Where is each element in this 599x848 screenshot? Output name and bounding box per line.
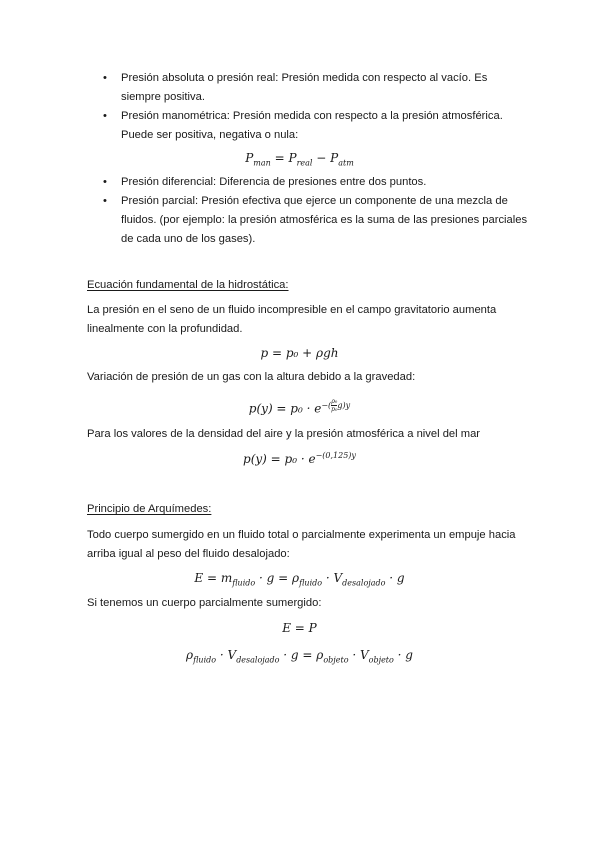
eq-part: · g = ρ	[255, 571, 300, 585]
equation-barometric	[0, 398, 599, 419]
eq-part: · g = ρ	[279, 648, 324, 662]
equation-gauge-pressure	[0, 149, 599, 168]
eq-part: · V	[322, 571, 343, 585]
list-item-absolute-pressure	[100, 69, 530, 107]
equation-hydrostatic-fundamental: p = p₀ + ρgh	[260, 346, 339, 360]
paragraph-hydrostatics-intro: La presión en el seno de un fluido incompresible en el campo gravitatorio aumenta linealmente con la profundidad.	[87, 304, 497, 335]
eq-subscript: desalojado	[236, 655, 280, 665]
eq-fraction-denominator: p₀	[331, 406, 338, 413]
eq-subscript: real	[296, 158, 313, 168]
eq-subscript: fluido	[193, 655, 217, 665]
list-item-differential-pressure	[100, 173, 530, 192]
eq-operator: −	[312, 151, 331, 165]
equation-floating-balance	[0, 646, 599, 665]
eq-subscript: man	[253, 158, 271, 168]
eq-subscript: objeto	[368, 655, 394, 665]
eq-part: · g	[393, 648, 413, 662]
eq-exp-suffix: g)y	[337, 400, 351, 410]
section-heading-archimedes: Principio de Arquímedes:	[87, 503, 212, 515]
eq-subscript: atm	[338, 158, 354, 168]
eq-fraction-numerator: ρ₀	[331, 398, 338, 405]
eq-exponent	[321, 398, 351, 413]
eq-subscript: desalojado	[342, 578, 386, 588]
pressure-types-list	[100, 69, 530, 145]
section-heading-hydrostatics: Ecuación fundamental de la hidrostática:	[87, 279, 289, 291]
paragraph-archimedes-principle: Todo cuerpo sumergido en un fluido total o parcialmente experimenta un empuje hacia arriba igual al peso del fluido desalojado:	[87, 529, 516, 560]
eq-part: E = m	[194, 571, 233, 585]
eq-symbol: P	[288, 151, 297, 165]
eq-part: · g	[385, 571, 405, 585]
eq-subscript: fluido	[232, 578, 256, 588]
equation-buoyancy	[0, 569, 599, 588]
equation-equilibrium: E = P	[282, 621, 317, 635]
eq-operator: =	[270, 151, 289, 165]
eq-symbol: P	[330, 151, 339, 165]
eq-exponent: −(0,125)y	[315, 451, 356, 460]
eq-part: · V	[348, 648, 369, 662]
eq-subscript: fluido	[299, 578, 323, 588]
equation-barometric-sea-level	[0, 450, 599, 469]
paragraph-sea-level-values: Para los valores de la densidad del aire y la presión atmosférica a nivel del mar	[87, 428, 481, 440]
eq-base: p(y) = p₀ · e	[243, 452, 316, 466]
list-item-partial-pressure	[100, 192, 530, 249]
list-item-gauge-pressure	[100, 107, 530, 145]
eq-subscript: objeto	[323, 655, 349, 665]
eq-part: ρ	[186, 648, 194, 662]
eq-symbol: P	[245, 151, 254, 165]
list-item-text: Presión manométrica: Presión medida con respecto a la presión atmosférica. Puede ser positiva, negativa o nula:	[121, 110, 503, 141]
eq-part: · V	[216, 648, 237, 662]
eq-base: p(y) = p₀ · e	[248, 401, 322, 416]
list-item-text: Presión diferencial: Diferencia de presiones entre dos puntos.	[121, 176, 427, 188]
list-item-text: Presión absoluta o presión real: Presión medida con respecto al vacío. Es siempre positiva.	[121, 72, 488, 103]
paragraph-partially-submerged: Si tenemos un cuerpo parcialmente sumergido:	[87, 597, 322, 609]
pressure-types-list-continued	[100, 173, 530, 249]
list-item-text: Presión parcial: Presión efectiva que ejerce un componente de una mezcla de fluidos. (por ejemplo: la presión atmosférica es la suma de las presiones parciales de cada uno de los gases).	[121, 195, 528, 245]
paragraph-gas-pressure-altitude: Variación de presión de un gas con la altura debido a la gravedad:	[87, 371, 416, 383]
eq-exp-prefix: −(	[321, 400, 332, 410]
